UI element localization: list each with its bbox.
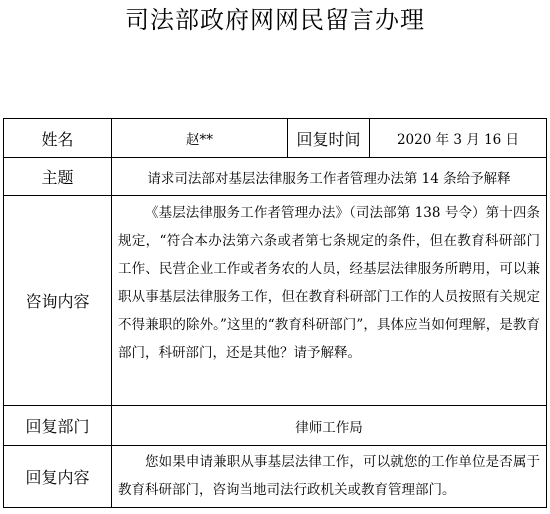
page-title: 司法部政府网网民留言办理 [125,6,425,34]
row-dept [4,406,547,446]
message-record-table [3,118,547,508]
row-reply [4,446,547,508]
reply-time-value: 2020 年 3 月 16 日 [370,119,547,158]
reply-time-label: 回复时间 [288,119,370,158]
reply-label: 回复内容 [4,446,112,508]
row-consult [4,196,547,406]
reply-value: 您如果申请兼职从事基层法律工作，可以就您的工作单位是否属于教育科研部门，咨询当地司法行政机关或教育管理部门。 [112,446,547,508]
subject-label: 主题 [4,158,112,196]
dept-label: 回复部门 [4,406,112,446]
name-value: 赵** [112,119,288,158]
dept-value: 律师工作局 [112,406,547,446]
row-subject [4,158,547,196]
consult-value: 《基层法律服务工作者管理办法》（司法部第 138 号令）第十四条规定，“符合本办法第六条或者第七条规定的条件，但在教育科研部门工作、民营企业工作或者务农的人员，经基层法律服务所聘用，可以兼职从事基层法律服务工作，但在教育科研部门工作的人员按照有关规定不得兼职的除外。”这里的“教育科研部门”，具体应当如何理解，是教育部门，科研部门，还是其他？请予解释。 [112,196,547,406]
subject-value: 请求司法部对基层法律服务工作者管理办法第 14 条给予解释 [112,158,547,196]
row-name-time [4,119,547,158]
consult-label: 咨询内容 [4,196,112,406]
name-label: 姓名 [4,119,112,158]
